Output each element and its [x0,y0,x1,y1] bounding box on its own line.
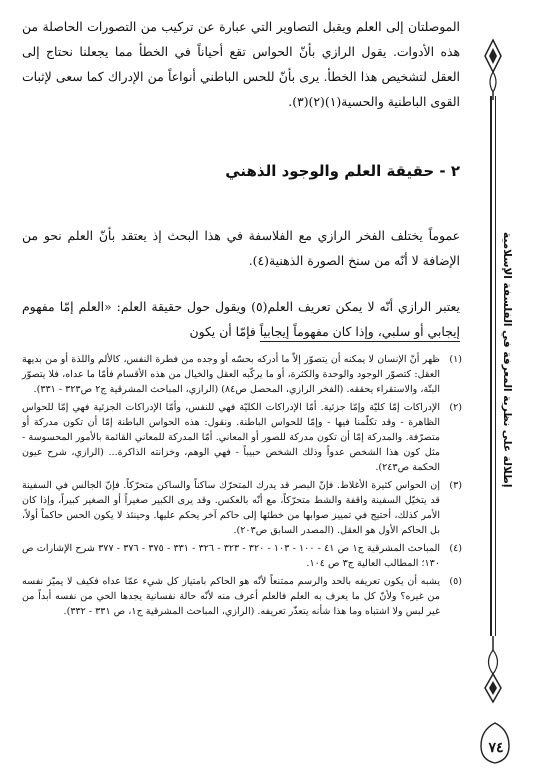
footnote-text: المباحث المشرقية ج١ ص ٤١ - ١٠٠ - ١٠٣ - ٣٢٠ - ٣٢٣ - ٣٢٦ - ٣٣١ - ٣٧٥ - ٣٧٦ - ٣٧٧ شرح الإشارات ص ١٣٠؛ المطالب العالية ج٣ ص ١٠٤. [22,543,441,569]
paragraph-3: يعتبر الرازي أنّه لا يمكن تعريف العلم(٥) ويقول حول حقيقة العلم: «العلم إمّا مفهوم إيجابي أو سلبي، وإذا كان مفهوماً إيجابياً فإمّا أن يكون [22,299,460,340]
footnote-number: (١) [449,354,462,365]
footnote [22,352,462,397]
section-heading: ٢ - حقيقة العلم والوجود الذهني [225,162,460,180]
footnote [22,400,462,475]
margin-rule [490,96,492,636]
footnote-text: إن الحواس كثيرة الأغلاط. فإنّ البصر قد يدرك المتحرّك ساكناً والساكن متحرّكاً. فإنّ الجالس في السفينة قد يتخيّل السفينة واقفة والشط متحرّكاً، مع أنّه بالعكس. وقد يرى الكبير صغيراً أو الصغير كبيراً، وإذا كان الأمر كذلك، أحتيج في تمييز صوابها من خطئها إلى حاكم آخر يحكم عليها. وحينئذ لا يكون الحس حاكماً أولاً، بل الحاكم الأول هو العقل. (المصدر السابق ص٢٠٣). [22,480,440,536]
footnote-number: (٢) [449,402,462,413]
footnote [22,541,462,571]
footnote [22,478,462,538]
paragraph-1: الموصلتان إلى العلم ويقبل التصاوير التي عبارة عن تركيب من التصورات الحاصلة من هذه الأدوات. يقول الرازي بأنّ الحواس تقع أحياناً في الخطأ مما يجعلنا نحتاج إلى العقل لتشخيص هذا الخطأ. يرى بأنّ للحس الباطني أنواعاً من الإدراك كما سعى لإثبات القوى الباطنية والحسية(١)(٢)(٣). [22,19,460,109]
footnote-text: الإدراكات إمّا كليّة وإمّا جزئية. أمّا الإدراكات الكليّة فهي للنفس، وأمّا الإدراكات الجزئية فهي إمّا للحواس الظاهرة - وقد تكلّمنا فيها - وإمّا للحواس الباطنة. ونقول: هذه الحواس الباطنة إمّا أن تكون مدركة أو متصرّفة. والمدركة إمّا أن تكون مدركة للصور أو المعاني. أمّا المدركة للمعاني القائمة بالأمور المحسوسة - مثل كون هذا الشخص عدواً وذلك الشخص حبيباً - فهي الوهم، وخزانته الذاكرة... (الرازي، شرح عيون الحكمة ص٢٤٣). [22,402,440,473]
footnote-number: (٥) [449,576,462,587]
running-title: إطلالة على نظرية المعرفة في الفلسفة الإسلامية [497,80,517,640]
body-text [22,14,460,114]
footnote-separator [260,341,460,342]
margin-rule [495,96,496,636]
footnotes [22,352,462,622]
footnote-text: يشبه أن يكون تعريفه بالحد والرسم ممتنعاً لأنّه هو الحاكم بامتياز كل شيء عمّا عداه فكيف لا يميّز نفسه من غيره؟ ولأنّ كل ما يعرف به العلم فالعلم أعرف منه لأنّه حالة نفسانية يجدها الحي من نفسه أبداً من غير لبس ولا اشتباه وما هذا شأنه يتعذّر تعريفه. (الرازي، المباحث المشرقية ج١، ص ٣٣١ - ٣٣٢). [22,576,440,617]
footnote [22,574,462,619]
footnote-number: (٣) [449,480,462,491]
paragraph-2: عموماً يختلف الفخر الرازي مع الفلاسفة في هذا البحث إذ يعتقد بأنّ العلم نحو من الإضافة لا أنّه من سنخ الصورة الذهنية(٤). [22,228,460,269]
footnote-text: ظهر أنّ الإنسان لا يمكنه أن يتصوّر إلاّ ما أدركه بحسّه أو وجده من فطرة النفس، كالألم واللذة أو من بديهة العقل: كتصوّر الوجود والوحدة والكثرة، أو ما يركّبه العقل والخيال من هذه الأقسام فأمّا ما عداه، فلا يتصوّر البتّة، والاستقراء يحققه. (الفخر الرازي، المحصل ص٨٤) (الرازي، المباحث المشرقية ج٢ ص٣٢٣ - ٣٣١). [22,354,441,395]
ornament-bottom-icon [478,636,508,718]
footnote-number: (٤) [449,543,462,554]
page-number: ٧٤ [488,740,504,756]
